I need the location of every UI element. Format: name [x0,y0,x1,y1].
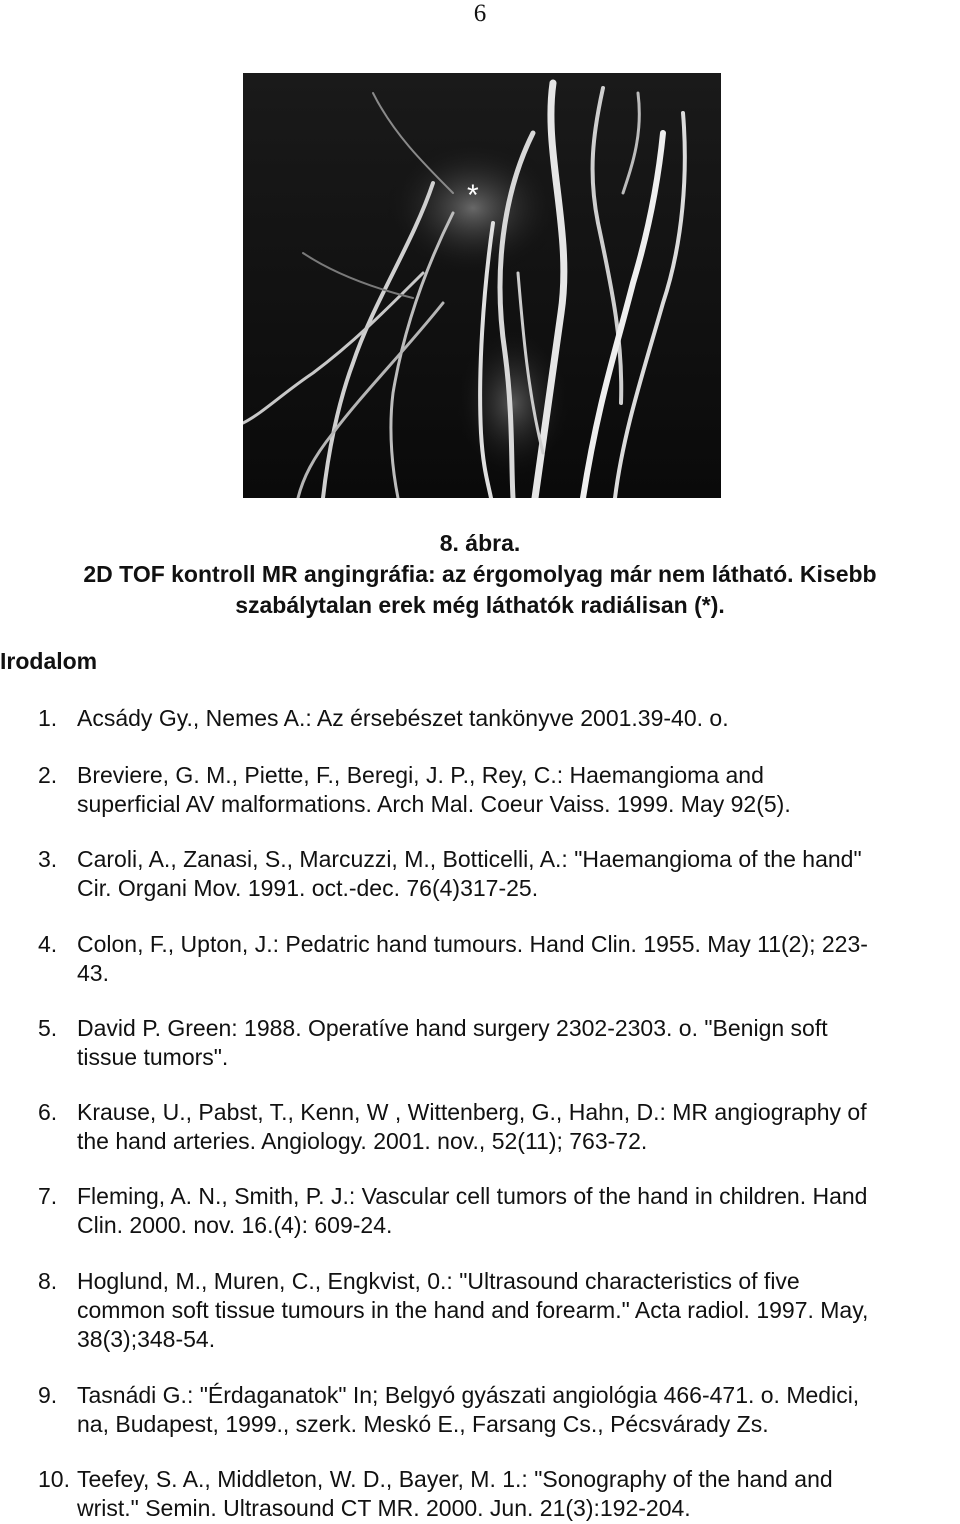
reference-line: Krause, U., Pabst, T., Kenn, W , Wittenberg, G., Hahn, D.: MR angiography of [77,1099,867,1125]
reference-line: Cir. Organi Mov. 1991. oct.-dec. 76(4)317-25. [77,875,539,901]
caption-label: 8. ábra. [439,530,521,556]
reference-text [77,1267,957,1354]
reference-line: superficial AV malformations. Arch Mal. Coeur Vaiss. 1999. May 92(5). [77,791,791,817]
reference-line: Tasnádi G.: "Érdaganatok" In; Belgyó gyászati angiológia 466-471. o. Medici, [77,1382,860,1408]
figure-caption [0,528,960,621]
reference-line: 38(3);348-54. [77,1326,216,1352]
reference-text [77,1182,957,1240]
reference-text [77,1381,957,1439]
reference-text [77,930,957,988]
reference-line: Teefey, S. A., Middleton, W. D., Bayer, M. 1.: "Sonography of the hand and [77,1466,833,1492]
reference-text [77,761,957,819]
reference-line: na, Budapest, 1999., szerk. Meskó E., Farsang Cs., Pécsvárady Zs. [77,1411,769,1437]
reference-text [77,1014,957,1072]
reference-number: 3. [38,846,58,872]
reference-line: Fleming, A. N., Smith, P. J.: Vascular cell tumors of the hand in children. Hand [77,1183,868,1209]
reference-line: 43. [77,960,109,986]
asterisk-marker: * [467,179,479,212]
mr-angiography-image [243,73,721,498]
caption-line-1: 2D TOF kontroll MR angingráfia: az érgomolyag már nem látható. Kisebb [83,561,877,587]
reference-text [77,704,957,733]
reference-line: Hoglund, M., Muren, C., Engkvist, 0.: "Ultrasound characteristics of five [77,1268,800,1294]
reference-number: 10. [38,1466,70,1492]
reference-number: 9. [38,1382,58,1408]
caption-line-2: szabálytalan erek még láthatók radiálisan (*). [235,592,725,618]
reference-line: Breviere, G. M., Piette, F., Beregi, J. P., Rey, C.: Haemangioma and [77,762,764,788]
reference-text [77,1098,957,1156]
mr-angiography-figure [243,73,721,498]
reference-text [77,1465,957,1523]
reference-number: 4. [38,931,58,957]
reference-line: tissue tumors". [77,1044,229,1070]
reference-line: the hand arteries. Angiology. 2001. nov., 52(11); 763-72. [77,1128,648,1154]
reference-line: wrist." Semin. Ultrasound CT MR. 2000. Jun. 21(3):192-204. [77,1495,691,1521]
reference-line: Caroli, A., Zanasi, S., Marcuzzi, M., Botticelli, A.: "Haemangioma of the hand" [77,846,862,872]
reference-line: common soft tissue tumours in the hand and forearm." Acta radiol. 1997. May, [77,1297,869,1323]
reference-text [77,845,957,903]
reference-number: 5. [38,1015,58,1041]
reference-number: 1. [38,705,58,731]
reference-number: 8. [38,1268,58,1294]
section-heading: Irodalom [0,648,98,674]
reference-number: 6. [38,1099,58,1125]
reference-number: 2. [38,762,58,788]
reference-line: Colon, F., Upton, J.: Pedatric hand tumours. Hand Clin. 1955. May 11(2); 223- [77,931,868,957]
reference-line: Clin. 2000. nov. 16.(4): 609-24. [77,1212,393,1238]
reference-line: Acsády Gy., Nemes A.: Az érsebészet tankönyve 2001.39-40. o. [77,705,729,731]
reference-line: David P. Green: 1988. Operatíve hand surgery 2302-2303. o. "Benign soft [77,1015,828,1041]
page-number: 6 [473,0,487,27]
reference-number: 7. [38,1183,58,1209]
